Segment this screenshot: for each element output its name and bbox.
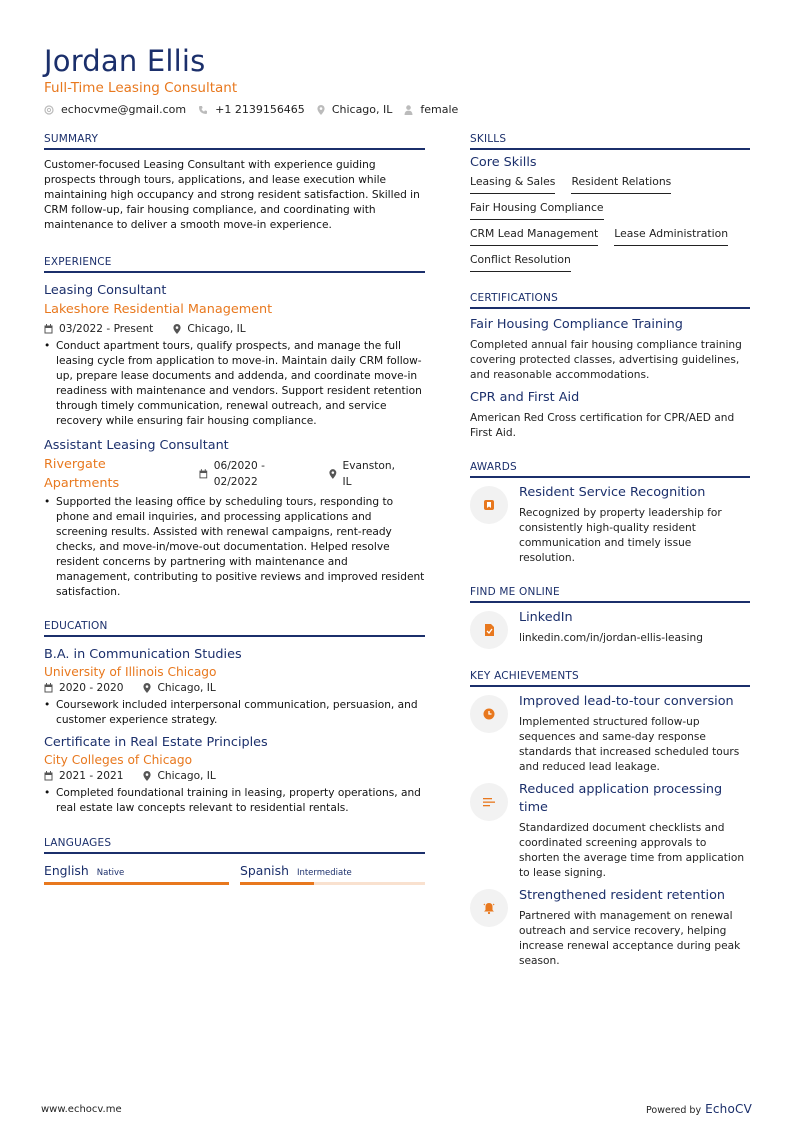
achievement-item bbox=[470, 693, 750, 775]
achievement-title: Strengthened resident retention bbox=[519, 888, 726, 903]
location-pin-icon bbox=[143, 683, 151, 693]
summary-section bbox=[44, 132, 425, 233]
skill-tag: Fair Housing Compliance bbox=[470, 200, 604, 220]
achievements-section bbox=[470, 669, 750, 969]
bullet-text: Coursework included interpersonal communication, persuasion, and customer experience strategy. bbox=[56, 699, 418, 726]
experience-location bbox=[173, 321, 245, 337]
experience-item bbox=[44, 436, 425, 600]
certifications-section bbox=[470, 291, 750, 441]
certification-title: CPR and First Aid bbox=[470, 390, 580, 405]
location-text: Chicago, IL bbox=[157, 682, 216, 694]
experience-org-row bbox=[44, 455, 425, 493]
bell-icon bbox=[483, 902, 495, 914]
education-bullet bbox=[44, 786, 425, 816]
award-icon-circle bbox=[470, 486, 508, 524]
summary-text: Customer-focused Leasing Consultant with experience guiding prospects through tours, applications, and lease execution while maintaining high occupancy and strong resident satisfaction. Skilled in CRM follow-up, fair housing compliance, and coordinating with maintenance to deliver a smooth move-in experience. bbox=[44, 159, 420, 231]
calendar-icon bbox=[44, 771, 53, 781]
language-name: English bbox=[44, 863, 89, 878]
location-text: Evanston, IL bbox=[342, 460, 395, 488]
footer-website[interactable]: www.echocv.me bbox=[41, 1104, 122, 1115]
dates-text: 03/2022 - Present bbox=[59, 323, 154, 335]
experience-item bbox=[44, 281, 425, 429]
location-text: Chicago, IL bbox=[331, 103, 393, 116]
achievement-icon-circle bbox=[470, 889, 508, 927]
certification-item bbox=[470, 389, 750, 441]
contact-gender bbox=[404, 103, 458, 117]
experience-meta bbox=[199, 458, 425, 490]
calendar-icon bbox=[44, 324, 53, 334]
skills-group-title: Core Skills bbox=[470, 155, 537, 170]
language-label bbox=[240, 862, 425, 880]
skill-tag: Resident Relations bbox=[571, 174, 671, 194]
achievement-item bbox=[470, 887, 750, 969]
experience-section bbox=[44, 255, 425, 600]
certifications-heading: CERTIFICATIONS bbox=[470, 291, 750, 309]
language-level: Intermediate bbox=[296, 868, 352, 878]
languages-heading: LANGUAGES bbox=[44, 836, 425, 854]
location-text: Chicago, IL bbox=[157, 770, 216, 782]
list-icon bbox=[483, 797, 495, 807]
achievement-body bbox=[519, 887, 750, 969]
achievement-desc: Implemented structured follow-up sequences and same-day response standards that increased scheduled tours and reduced lead leakage. bbox=[519, 716, 740, 773]
skills-section bbox=[470, 132, 750, 278]
experience-title: Assistant Leasing Consultant bbox=[44, 438, 229, 453]
experience-location bbox=[329, 458, 405, 490]
resume-header bbox=[44, 44, 744, 117]
language-proficiency-fill bbox=[240, 882, 314, 885]
language-level: Native bbox=[96, 868, 125, 878]
skill-tag: Conflict Resolution bbox=[470, 252, 571, 272]
language-label bbox=[44, 862, 229, 880]
online-url[interactable]: linkedin.com/in/jordan-ellis-leasing bbox=[519, 632, 703, 644]
certification-desc: American Red Cross certification for CPR/AED and First Aid. bbox=[470, 412, 735, 439]
education-school: University of Illinois Chicago bbox=[44, 665, 217, 679]
online-title: LinkedIn bbox=[519, 610, 573, 625]
skill-tag: Lease Administration bbox=[614, 226, 728, 246]
certification-desc: Completed annual fair housing compliance training covering protected classes, advertising guidelines, and reasonable accommodations. bbox=[470, 339, 742, 381]
footer-powered-by[interactable] bbox=[646, 1102, 752, 1116]
award-item bbox=[470, 484, 750, 566]
language-proficiency-bar bbox=[240, 882, 425, 885]
education-degree: Certificate in Real Estate Principles bbox=[44, 735, 268, 750]
location-text: Chicago, IL bbox=[187, 323, 246, 335]
language-proficiency-fill bbox=[44, 882, 229, 885]
education-location bbox=[143, 768, 215, 784]
education-meta bbox=[44, 680, 425, 696]
experience-meta bbox=[44, 321, 425, 337]
dates-text: 2020 - 2020 bbox=[59, 682, 124, 694]
education-degree: B.A. in Communication Studies bbox=[44, 647, 242, 662]
education-meta bbox=[44, 768, 425, 784]
languages-row bbox=[44, 862, 425, 885]
right-column bbox=[470, 132, 750, 969]
phone-text: +1 2139156465 bbox=[215, 103, 305, 116]
bullet-text: Conduct apartment tours, qualify prospects, and manage the full leasing cycle from application to move-in. Maintain daily CRM follow-up, prepare lease documents and addenda, and coordinate move-in readiness with maintenance and vendors. Support resident retention through timely communication, renewal outreach, and service recovery while ensuring fair housing compliance. bbox=[56, 340, 422, 427]
brand-name: EchoCV bbox=[705, 1102, 752, 1116]
location-pin-icon bbox=[317, 105, 325, 115]
online-body bbox=[519, 609, 750, 649]
bullet-dot: • bbox=[44, 699, 51, 711]
language-item bbox=[240, 862, 425, 885]
achievement-body bbox=[519, 693, 750, 775]
certification-item bbox=[470, 316, 750, 383]
gender-text: female bbox=[420, 103, 459, 116]
education-bullet bbox=[44, 698, 425, 728]
left-column bbox=[44, 132, 425, 885]
experience-heading: EXPERIENCE bbox=[44, 255, 425, 273]
bullet-text: Completed foundational training in leasing, property operations, and real estate law concepts relevant to residential rentals. bbox=[56, 787, 421, 814]
education-dates bbox=[44, 768, 123, 784]
experience-bullet bbox=[44, 495, 425, 600]
email-text: echocvme@gmail.com bbox=[61, 103, 187, 116]
experience-dates bbox=[44, 321, 153, 337]
summary-heading: SUMMARY bbox=[44, 132, 425, 150]
clock-icon bbox=[483, 708, 495, 720]
education-heading: EDUCATION bbox=[44, 619, 425, 637]
education-school: City Colleges of Chicago bbox=[44, 753, 193, 767]
experience-dates bbox=[199, 458, 309, 490]
calendar-icon bbox=[44, 683, 53, 693]
achievement-item bbox=[470, 781, 750, 881]
languages-section bbox=[44, 836, 425, 885]
award-desc: Recognized by property leadership for consistently high-quality resident communication and timely issue resolution. bbox=[519, 507, 722, 564]
education-item bbox=[44, 645, 425, 728]
achievement-icon-circle bbox=[470, 783, 508, 821]
awards-section bbox=[470, 460, 750, 566]
skills-heading: SKILLS bbox=[470, 132, 750, 150]
contact-row bbox=[44, 103, 744, 117]
skills-list bbox=[470, 174, 750, 278]
awards-heading: AWARDS bbox=[470, 460, 750, 478]
achievement-title: Improved lead-to-tour conversion bbox=[519, 694, 734, 709]
candidate-name: Jordan Ellis bbox=[44, 44, 206, 78]
location-pin-icon bbox=[329, 469, 337, 479]
education-section bbox=[44, 619, 425, 816]
achievement-title: Reduced application processing time bbox=[519, 782, 723, 815]
person-icon bbox=[404, 105, 413, 115]
certification-title: Fair Housing Compliance Training bbox=[470, 317, 683, 332]
language-item bbox=[44, 862, 229, 885]
language-name: Spanish bbox=[240, 863, 289, 878]
bullet-dot: • bbox=[44, 787, 51, 799]
bullet-text: Supported the leasing office by scheduling tours, responding to phone and email inquiries, and processing applications and screening results. Assisted with renewal campaigns, rent-ready checks, and move-in/move-out documentation. Helped resolve resident concerns by partnering with maintenance and management, contributing to positive reviews and improved resident satisfaction. bbox=[56, 496, 425, 598]
online-icon-circle bbox=[470, 611, 508, 649]
job-title: Full-Time Leasing Consultant bbox=[44, 80, 238, 96]
experience-company: Lakeshore Residential Management bbox=[44, 302, 273, 317]
skill-tag: CRM Lead Management bbox=[470, 226, 598, 246]
online-section bbox=[470, 585, 750, 649]
online-heading: FIND ME ONLINE bbox=[470, 585, 750, 603]
skill-tag: Leasing & Sales bbox=[470, 174, 555, 194]
dates-text: 2021 - 2021 bbox=[59, 770, 124, 782]
experience-bullet bbox=[44, 339, 425, 429]
achievement-desc: Standardized document checklists and coordinated screening approvals to shorten the average time from application to lease signing. bbox=[519, 822, 745, 879]
location-pin-icon bbox=[173, 324, 181, 334]
experience-company: Rivergate Apartments bbox=[44, 457, 120, 491]
award-body bbox=[519, 484, 750, 566]
education-dates bbox=[44, 680, 123, 696]
location-pin-icon bbox=[143, 771, 151, 781]
at-icon bbox=[44, 105, 54, 115]
achievement-body bbox=[519, 781, 750, 881]
bullet-dot: • bbox=[44, 496, 51, 508]
achievement-desc: Partnered with management on renewal outreach and service recovery, helping increase renewal acceptance during peak season. bbox=[519, 910, 741, 967]
calendar-icon bbox=[199, 469, 208, 479]
education-location bbox=[143, 680, 215, 696]
contact-phone[interactable] bbox=[198, 103, 305, 117]
phone-icon bbox=[198, 105, 208, 115]
experience-title: Leasing Consultant bbox=[44, 283, 167, 298]
online-item[interactable] bbox=[470, 609, 750, 649]
dates-text: 06/2020 - 02/2022 bbox=[213, 460, 265, 488]
achievements-heading: KEY ACHIEVEMENTS bbox=[470, 669, 750, 687]
bookmark-icon bbox=[483, 499, 495, 511]
bullet-dot: • bbox=[44, 340, 51, 352]
contact-location bbox=[317, 103, 393, 117]
powered-by-text: Powered by bbox=[646, 1105, 702, 1116]
award-title: Resident Service Recognition bbox=[519, 485, 706, 500]
document-icon bbox=[484, 624, 495, 636]
education-item bbox=[44, 733, 425, 816]
language-proficiency-bar bbox=[44, 882, 229, 885]
contact-email[interactable] bbox=[44, 103, 186, 117]
achievement-icon-circle bbox=[470, 695, 508, 733]
